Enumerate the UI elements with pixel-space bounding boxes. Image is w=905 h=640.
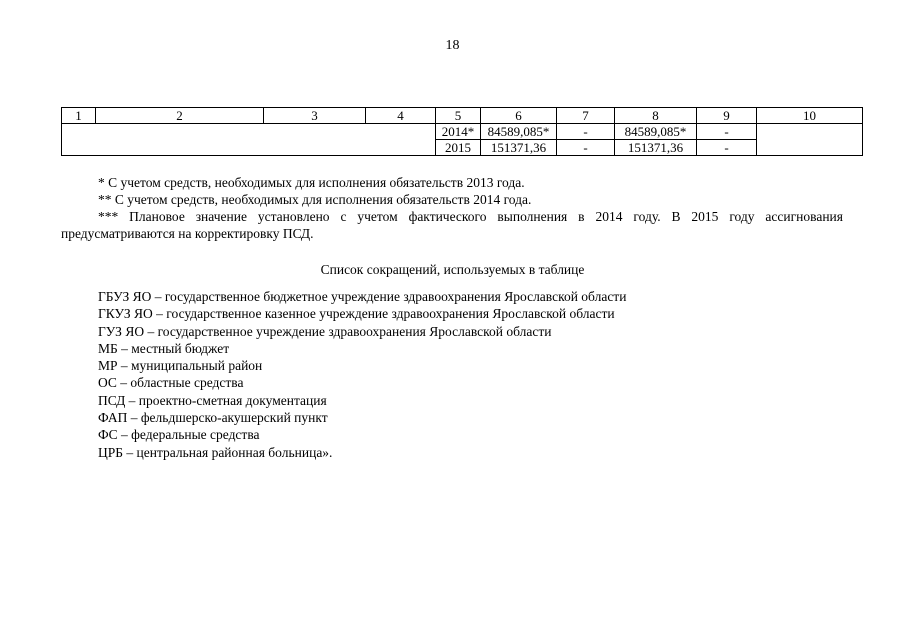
table-cell: - xyxy=(557,140,615,156)
empty-merged-cell xyxy=(62,124,436,156)
header-cell: 8 xyxy=(615,108,697,124)
footnote: * С учетом средств, необходимых для исполнения обязательств 2013 года. xyxy=(98,175,525,190)
table-header-row xyxy=(62,108,863,124)
abbreviation-item: ГБУЗ ЯО – государственное бюджетное учреждение здравоохранения Ярославской области xyxy=(98,289,627,304)
header-cell: 10 xyxy=(757,108,863,124)
abbreviation-item: ГУЗ ЯО – государственное учреждение здравоохранения Ярославской области xyxy=(98,323,552,339)
abbreviation-item: ФС – федеральные средства xyxy=(98,427,260,443)
header-cell: 3 xyxy=(264,108,366,124)
abbreviation-item: МР – муниципальный район xyxy=(98,358,263,374)
table-cell: 84589,085* xyxy=(615,124,697,140)
table-cell: 151371,36 xyxy=(481,140,557,156)
abbreviation-item: ГКУЗ ЯО – государственное казенное учреждение здравоохранения Ярославской области xyxy=(98,306,615,322)
header-cell: 5 xyxy=(436,108,481,124)
abbreviation-item: ПСД – проектно-сметная документация xyxy=(98,392,327,408)
abbreviation-item: ОС – областные средства xyxy=(98,375,244,391)
table-cell: - xyxy=(697,124,757,140)
table-cell: - xyxy=(557,124,615,140)
table-row xyxy=(62,124,863,140)
abbreviations-title: Список сокращений, используемых в таблице xyxy=(320,262,585,277)
year-cell: 2015 xyxy=(436,140,481,156)
table-cell: - xyxy=(697,140,757,156)
footnotes xyxy=(61,174,843,242)
header-cell: 7 xyxy=(557,108,615,124)
footnote: *** Плановое значение установлено с учетом фактического выполнения в 2014 году. В 2015 году ассигнования предусматриваются на корректировку ПСД. xyxy=(61,209,843,241)
header-cell: 1 xyxy=(62,108,96,124)
table-cell: 84589,085* xyxy=(481,124,557,140)
header-cell: 2 xyxy=(96,108,264,124)
header-cell: 4 xyxy=(366,108,436,124)
year-cell: 2014* xyxy=(436,124,481,140)
empty-merged-cell xyxy=(757,124,863,156)
abbreviation-item: ЦРБ – центральная районная больница». xyxy=(98,444,333,460)
data-table xyxy=(61,107,863,156)
page-number: 18 xyxy=(445,38,460,53)
footnote: ** С учетом средств, необходимых для исполнения обязательств 2014 года. xyxy=(98,192,532,207)
abbreviation-item: ФАП – фельдшерско-акушерский пункт xyxy=(98,410,328,426)
table-cell: 151371,36 xyxy=(615,140,697,156)
header-cell: 6 xyxy=(481,108,557,124)
header-cell: 9 xyxy=(697,108,757,124)
abbreviation-item: МБ – местный бюджет xyxy=(98,340,230,356)
abbreviations-list xyxy=(98,288,626,461)
